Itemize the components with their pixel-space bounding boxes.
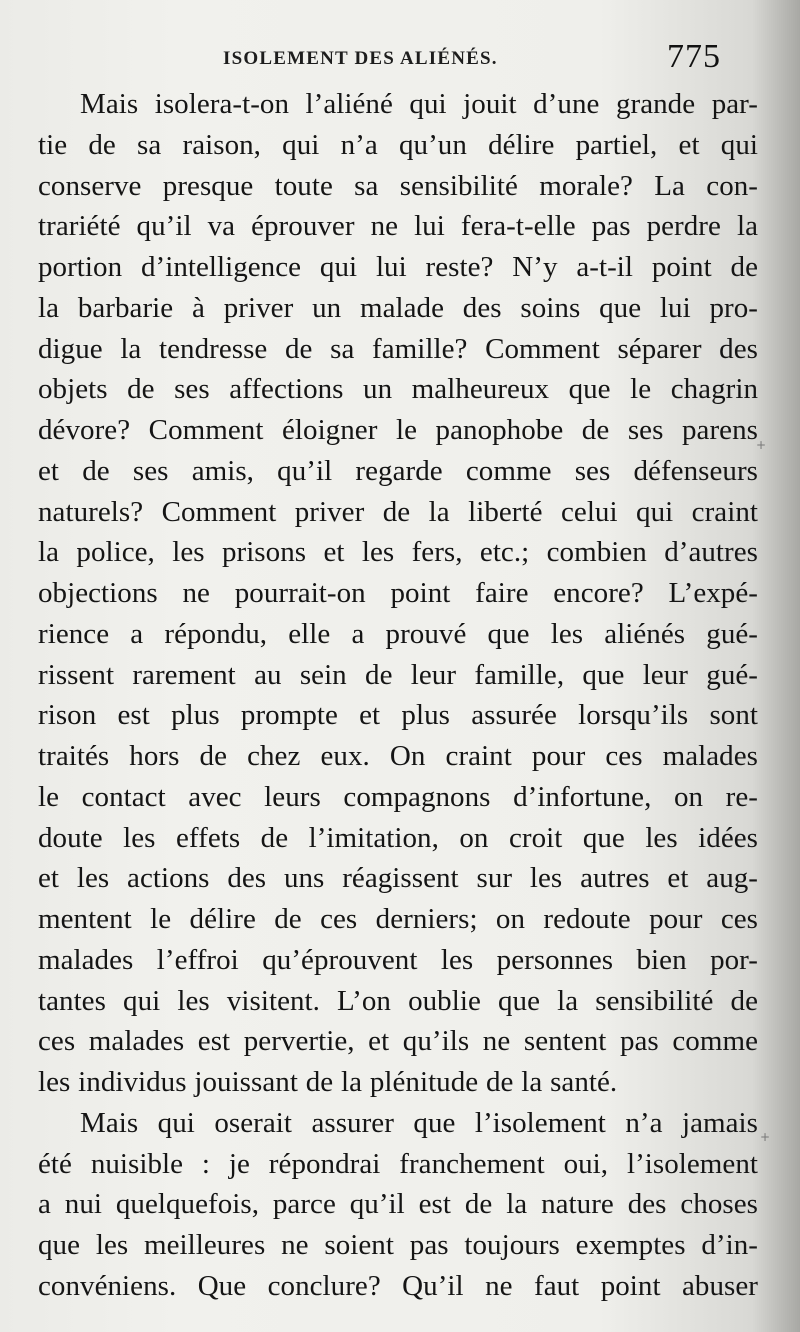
running-title: ISOLEMENT DES ALIÉNÉS.: [223, 48, 498, 69]
paragraph-2: [38, 1103, 758, 1307]
text-line: trariété qu’il va éprouver ne lui fera-t-elle pas perdre la: [38, 210, 758, 243]
text-line: ces malades est pervertie, et qu’ils ne sentent pas comme: [38, 1025, 758, 1058]
text-line: les individus jouissant de la plénitude de la santé.: [38, 1066, 618, 1098]
text-line: portion d’intelligence qui lui reste? N’y a-t-il point de: [38, 251, 758, 283]
text-line: Mais isolera-t-on l’aliéné qui jouit d’une grande par-: [80, 88, 758, 120]
text-line: objections ne pourrait-on point faire encore? L’expé-: [38, 577, 758, 609]
text-line: la police, les prisons et les fers, etc.; combien d’autres: [38, 536, 758, 569]
text-line: malades l’effroi qu’éprouvent les personnes bien por-: [38, 943, 758, 976]
text-line: le contact avec leurs compagnons d’infortune, on re-: [38, 780, 758, 813]
text-line: la barbarie à priver un malade des soins que lui pro-: [38, 291, 758, 324]
text-line: conserve presque toute sa sensibilité morale? La con-: [38, 169, 758, 202]
text-line: rison est plus prompte et plus assurée lorsqu’ils sont: [38, 699, 758, 732]
text-line: naturels? Comment priver de la liberté celui qui craint: [38, 495, 758, 528]
text-line: rience a répondu, elle a prouvé que les aliénés gué-: [38, 617, 758, 650]
text-line: convéniens. Que conclure? Qu’il ne faut point abuser: [38, 1269, 758, 1302]
text-line: doute les effets de l’imitation, on croit que les idées: [38, 821, 758, 854]
paragraph-1: [38, 84, 758, 1103]
text-line: et de ses amis, qu’il regarde comme ses défenseurs: [38, 454, 758, 487]
text-line: rissent rarement au sein de leur famille, que leur gué-: [38, 658, 758, 691]
text-line: été nuisible : je répondrai franchement oui, l’isolement: [38, 1147, 758, 1180]
paper-speck: +: [756, 438, 767, 452]
text-line: Mais qui oserait assurer que l’isolement n’a jamais: [80, 1106, 758, 1139]
text-line: digue la tendresse de sa famille? Comment séparer des: [38, 332, 758, 365]
main-text: [38, 84, 758, 1307]
text-line: dévore? Comment éloigner le panophobe de ses parens: [38, 414, 758, 446]
text-line: et les actions des uns réagissent sur les autres et aug-: [38, 862, 758, 895]
text-line: mentent le délire de ces derniers; on redoute pour ces: [38, 903, 758, 935]
text-line: objets de ses affections un malheureux que le chagrin: [38, 373, 758, 406]
page-header: [0, 38, 800, 84]
text-line: tantes qui les visitent. L’on oublie que la sensibilité de: [38, 984, 758, 1017]
paper-speck: +: [760, 1130, 771, 1144]
text-line: que les meilleures ne soient pas toujours exemptes d’in-: [38, 1229, 758, 1261]
text-line: a nui quelquefois, parce qu’il est de la nature des choses: [38, 1188, 758, 1221]
page-number: 775: [667, 38, 721, 75]
text-line: traités hors de chez eux. On craint pour ces malades: [38, 740, 758, 772]
text-line: tie de sa raison, qui n’a qu’un délire partiel, et qui: [38, 128, 758, 161]
